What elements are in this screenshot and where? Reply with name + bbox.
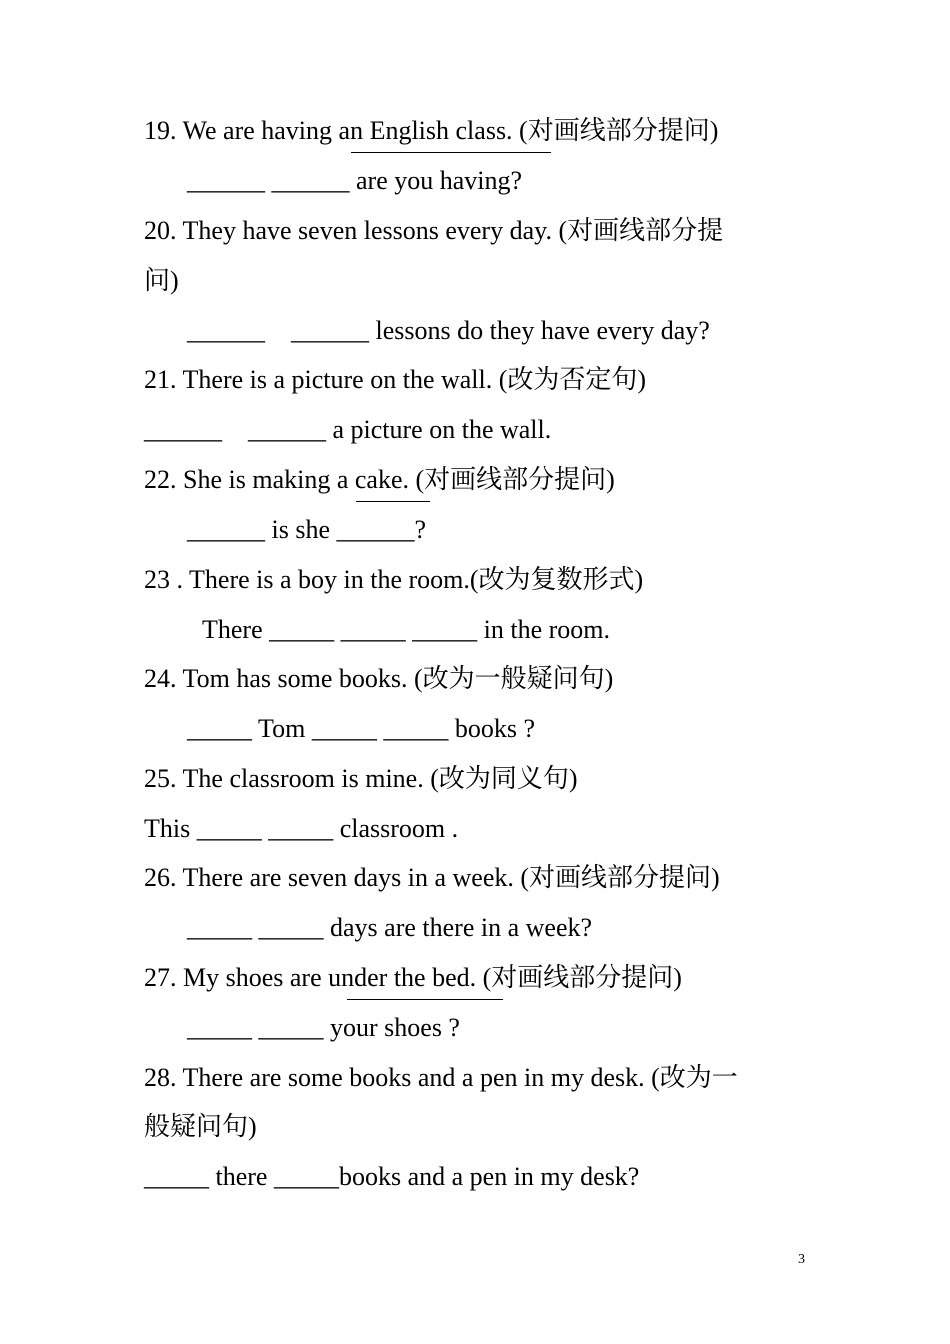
question-27-prompt: 27. My shoes are under the bed. (对画线部分提问) [144,963,682,992]
question-26-answer: _____ _____ days are there in a week? [187,913,593,942]
question-26-prompt: 26. There are seven days in a week. (对画线部分提问) [144,863,720,892]
question-27-underline [347,999,503,1000]
question-28-prompt-cont: 般疑问句) [144,1112,257,1141]
question-23-prompt: 23 . There is a boy in the room.(改为复数形式) [144,565,644,594]
question-19-prompt: 19. We are having an English class. (对画线部分提问) [144,116,719,145]
question-21-prompt: 21. There is a picture on the wall. (改为否定句) [144,365,647,394]
question-28-prompt: 28. There are some books and a pen in my desk. (改为一 [144,1063,738,1092]
question-19-underline [351,152,551,153]
question-28-answer: _____ there _____books and a pen in my desk? [144,1162,640,1191]
question-21-answer: ______ ______ a picture on the wall. [144,415,552,444]
question-27-answer: _____ _____ your shoes ? [187,1013,460,1042]
question-23-answer: There _____ _____ _____ in the room. [202,615,610,644]
question-24-answer: _____ Tom _____ _____ books ? [187,714,535,743]
question-25-prompt: 25. The classroom is mine. (改为同义句) [144,764,578,793]
question-25-answer: This _____ _____ classroom . [144,814,459,843]
question-22-underline [356,501,430,502]
question-20-prompt-cont: 问) [144,266,179,295]
question-22-prompt: 22. She is making a cake. (对画线部分提问) [144,465,615,494]
question-24-prompt: 24. Tom has some books. (改为一般疑问句) [144,664,614,693]
question-20-answer: ______ ______ lessons do they have every day? [187,316,710,345]
question-22-answer: ______ is she ______? [187,515,427,544]
question-19-answer: ______ ______ are you having? [187,166,523,195]
question-20-prompt: 20. They have seven lessons every day. (对画线部分提 [144,216,724,245]
page-number: 3 [798,1252,805,1267]
